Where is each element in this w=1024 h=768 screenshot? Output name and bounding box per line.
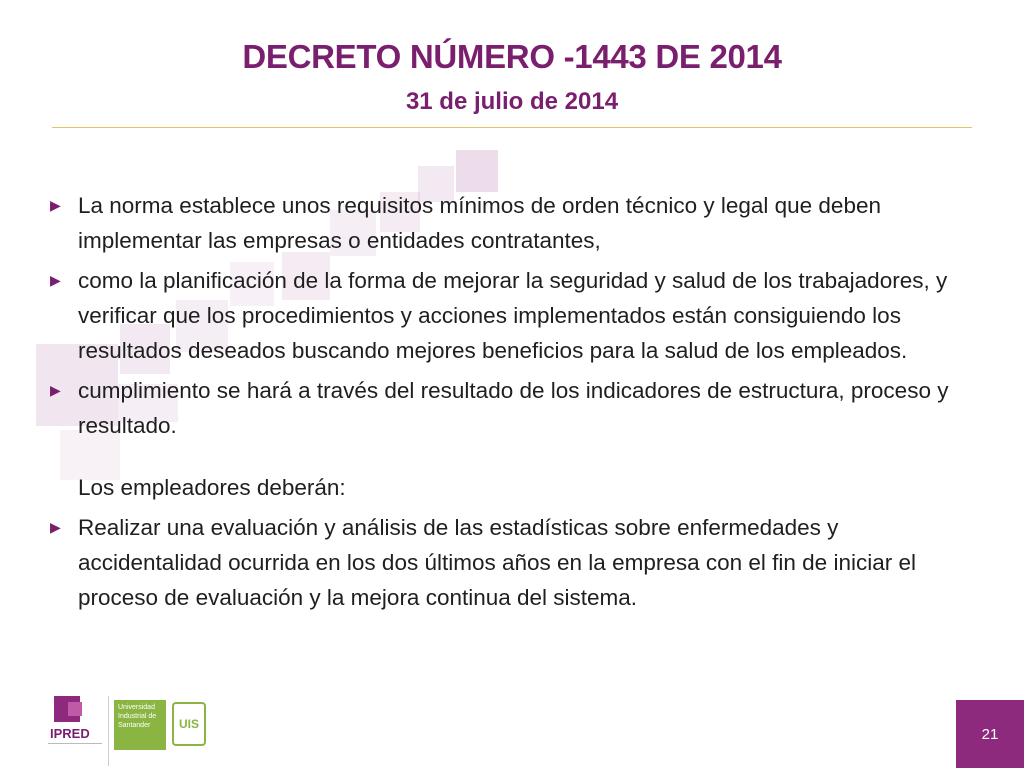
bullet-text: La norma establece unos requisitos mínimos de orden técnico y legal que deben implementar las empresas o entidades contratantes, [78, 193, 881, 253]
bullet-text: cumplimiento se hará a través del resultado de los indicadores de estructura, proceso y resultado. [78, 378, 949, 438]
logo-divider [108, 696, 109, 766]
bullet-item [48, 373, 968, 443]
uis-wordmark: Universidad Industrial de Santander [114, 700, 166, 750]
ipred-name: IPRED [50, 726, 90, 741]
ipred-logo [48, 696, 104, 760]
triangle-right-icon: ▶ [50, 519, 61, 535]
triangle-right-icon: ▶ [50, 382, 61, 398]
triangle-right-icon: ▶ [50, 197, 61, 213]
bullet-item [48, 510, 968, 615]
slide-title: DECRETO NÚMERO -1443 DE 2014 [242, 38, 782, 75]
page-number: 21 [956, 700, 1024, 768]
bullet-text: Realizar una evaluación y análisis de las estadísticas sobre enfermedades y accidentalidad ocurrida en los dos últimos años en la empresa con el fin de iniciar el proceso de evaluación y la mejora continua del sistema. [78, 515, 916, 610]
employers-heading: Los empleadores deberán: [78, 475, 346, 500]
triangle-right-icon: ▶ [50, 272, 61, 288]
title-divider [52, 127, 972, 128]
slide-subtitle: 31 de julio de 2014 [405, 88, 619, 115]
bullet-item [48, 188, 968, 258]
bullet-item [48, 263, 968, 368]
uis-logo: UIS [172, 702, 206, 746]
bullet-text: como la planificación de la forma de mejorar la seguridad y salud de los trabajadores, y verificar que los procedimientos y acciones implementados están consiguiendo los resultados deseados buscando mejores beneficios para la salud de los empleados. [78, 268, 948, 363]
slide-body [48, 188, 968, 620]
